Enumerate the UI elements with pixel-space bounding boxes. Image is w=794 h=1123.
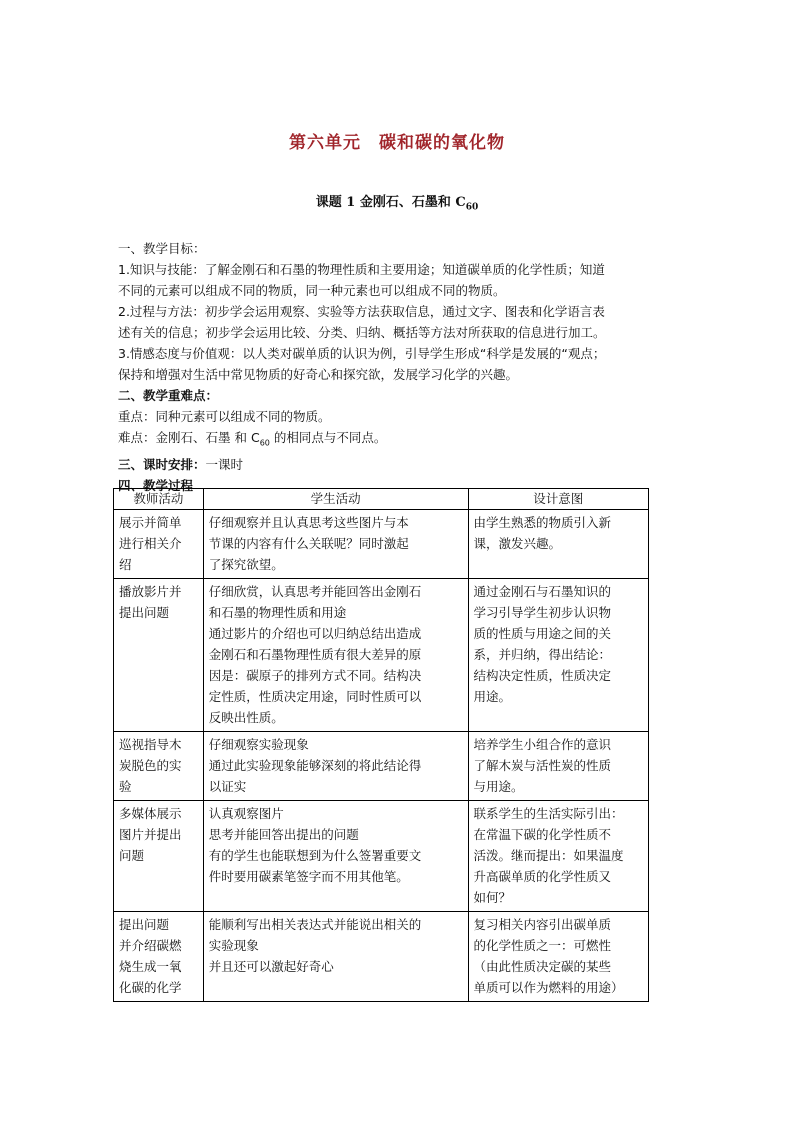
intent-cell-line: 与用途。 — [473, 779, 524, 794]
student-cell-line: 金刚石和石墨物理性质有很大差异的原 — [208, 647, 422, 662]
intent-cell-line: 课，激发兴趣。 — [473, 536, 562, 551]
difficulty-text-pre: 难点：金刚石、石墨 和 C — [118, 430, 260, 445]
difficulty-text-post: 的相同点与不同点。 — [269, 430, 387, 445]
objective-1-line-2: 不同的元素可以组成不同的物质，同一种元素也可以组成不同的物质。 — [118, 283, 506, 298]
student-cell-line: 了探究欲望。 — [208, 557, 284, 572]
student-cell-line: 节课的内容有什么关联呢？同时激起 — [208, 536, 409, 551]
objective-3-line-1: 3.情感态度与价值观：以人类对碳单质的认识为例，引导学生形成“科学是发展的“观点； — [118, 346, 606, 361]
student-cell — [203, 510, 468, 579]
student-cell — [203, 912, 468, 1002]
student-cell — [203, 732, 468, 801]
intent-cell-line: 由学生熟悉的物质引入新 — [473, 515, 612, 530]
intent-cell-line: 单质可以作为燃料的用途） — [473, 980, 624, 995]
intent-cell-line: 在常温下碳的化学性质不 — [473, 827, 612, 842]
student-cell-line: 并且还可以激起好奇心 — [208, 959, 334, 974]
student-cell-line: 反映出性质。 — [208, 710, 284, 725]
teacher-cell-line: 烧生成一氧 — [119, 959, 182, 974]
student-cell-line: 通过此实验现象能够深刻的将此结论得 — [208, 758, 422, 773]
student-cell — [203, 579, 468, 732]
intent-cell — [468, 801, 648, 912]
intent-cell — [468, 579, 648, 732]
objectives-heading: 一、教学目标： — [118, 241, 206, 256]
table-row — [114, 801, 649, 912]
objective-1-line-1: 1.知识与技能：了解金刚石和石墨的物理性质和主要用途；知道碳单质的化学性质；知道 — [118, 262, 605, 277]
intent-cell — [468, 912, 648, 1002]
teacher-cell-line: 化碳的化学 — [119, 980, 182, 995]
key-difficulty — [118, 427, 678, 454]
intent-cell-line: 联系学生的生活实际引出： — [473, 806, 624, 821]
teacher-cell — [114, 801, 204, 912]
table-row — [114, 579, 649, 732]
intent-cell-line: 系，并归纳，得出结论： — [473, 647, 612, 662]
teacher-cell — [114, 912, 204, 1002]
objectives-section — [118, 238, 678, 496]
intent-cell-line: 质的性质与用途之间的关 — [473, 626, 612, 641]
table-row — [114, 732, 649, 801]
column-header-teacher: 教师活动 — [114, 489, 204, 510]
teacher-cell-line: 提出问题 — [119, 917, 170, 932]
student-cell-line: 定性质，性质决定用途，同时性质可以 — [208, 689, 422, 704]
lesson-title — [0, 191, 794, 213]
student-cell-line: 和石墨的物理性质和用途 — [208, 605, 347, 620]
lesson-title-subscript: 60 — [465, 202, 479, 213]
student-cell-line: 通过影片的介绍也可以归纳总结出造成 — [208, 626, 422, 641]
teacher-cell-line: 验 — [119, 779, 132, 794]
intent-cell-line: 的化学性质之一：可燃性 — [473, 938, 612, 953]
column-header-intent: 设计意图 — [468, 489, 648, 510]
key-focus: 重点：同种元素可以组成不同的物质。 — [118, 409, 331, 424]
student-cell-line: 仔细观察实验现象 — [208, 737, 309, 752]
intent-cell — [468, 732, 648, 801]
student-cell-line: 因是：碳原子的排列方式不同。结构决 — [208, 668, 422, 683]
student-cell-line: 件时要用碳素笔签字而不用其他笔。 — [208, 869, 409, 884]
objective-2-line-2: 述有关的信息；初步学会运用比较、分类、归纳、概括等方法对所获取的信息进行加工。 — [118, 325, 606, 340]
teacher-cell-line: 并介绍碳燃 — [119, 938, 182, 953]
table-row — [114, 912, 649, 1002]
intent-cell-line: 复习相关内容引出碳单质 — [473, 917, 612, 932]
student-cell — [203, 801, 468, 912]
teacher-cell-line: 问题 — [119, 848, 145, 863]
schedule-value: 一课时 — [205, 456, 244, 472]
student-cell-line: 思考并能回答出提出的问题 — [208, 827, 359, 842]
student-cell-line: 有的学生也能联想到为什么签署重要文 — [208, 848, 422, 863]
process-heading: 四、教学过程 — [118, 477, 194, 493]
unit-topic: 碳和碳的氧化物 — [379, 133, 505, 153]
schedule — [118, 454, 678, 475]
teacher-cell — [114, 579, 204, 732]
intent-cell-line: 升高碳单质的化学性质又 — [473, 869, 612, 884]
intent-cell-line: 结构决定性质，性质决定 — [473, 668, 612, 683]
schedule-heading: 三、课时安排： — [118, 456, 206, 472]
intent-cell-line: 了解木炭与活性炭的性质 — [473, 758, 612, 773]
unit-title — [0, 128, 794, 153]
teacher-cell-line: 巡视指导木 — [119, 737, 182, 752]
student-cell-line: 认真观察图片 — [208, 806, 284, 821]
intent-cell-line: 培养学生小组合作的意识 — [473, 737, 612, 752]
intent-cell-line: 如何？ — [473, 890, 512, 905]
student-cell-line: 仔细欣赏，认真思考并能回答出金刚石 — [208, 584, 422, 599]
teacher-cell-line: 播放影片并 — [119, 584, 182, 599]
student-cell-line: 实验现象 — [208, 938, 259, 953]
lesson-title-main: 课题 1 金刚石、石墨和 C — [315, 195, 466, 210]
objective-3-line-2: 保持和增强对生活中常见物质的好奇心和探究欲，发展学习化学的兴趣。 — [118, 367, 519, 382]
teacher-cell-line: 炭脱色的实 — [119, 758, 182, 773]
intent-cell-line: （由此性质决定碳的某些 — [473, 959, 612, 974]
teacher-cell-line: 多媒体展示 — [119, 806, 182, 821]
student-cell-line: 仔细观察并且认真思考这些图片与本 — [208, 515, 409, 530]
difficulty-subscript: 60 — [259, 438, 270, 448]
student-cell-line: 以证实 — [208, 779, 247, 794]
intent-cell-line: 活泼。继而提出：如果温度 — [473, 848, 624, 863]
teacher-cell-line: 提出问题 — [119, 605, 170, 620]
intent-cell-line: 用途。 — [473, 689, 512, 704]
teacher-cell-line: 图片并提出 — [119, 827, 182, 842]
teacher-cell-line: 进行相关介 — [119, 536, 182, 551]
student-cell-line: 能顺利写出相关表达式并能说出相关的 — [208, 917, 422, 932]
teacher-cell — [114, 732, 204, 801]
unit-number: 第六单元 — [289, 133, 361, 153]
teacher-cell-line: 展示并简单 — [119, 515, 182, 530]
teacher-cell — [114, 510, 204, 579]
column-header-student: 学生活动 — [203, 489, 468, 510]
teaching-process-table — [113, 488, 649, 1002]
intent-cell-line: 通过金刚石与石墨知识的 — [473, 584, 612, 599]
teacher-cell-line: 绍 — [119, 557, 132, 572]
table-row — [114, 510, 649, 579]
intent-cell — [468, 510, 648, 579]
key-points-heading: 二、教学重难点： — [118, 388, 219, 403]
intent-cell-line: 学习引导学生初步认识物 — [473, 605, 612, 620]
table-header-row — [114, 489, 649, 510]
objective-2-line-1: 2.过程与方法：初步学会运用观察、实验等方法获取信息，通过文字、图表和化学语言表 — [118, 304, 605, 319]
